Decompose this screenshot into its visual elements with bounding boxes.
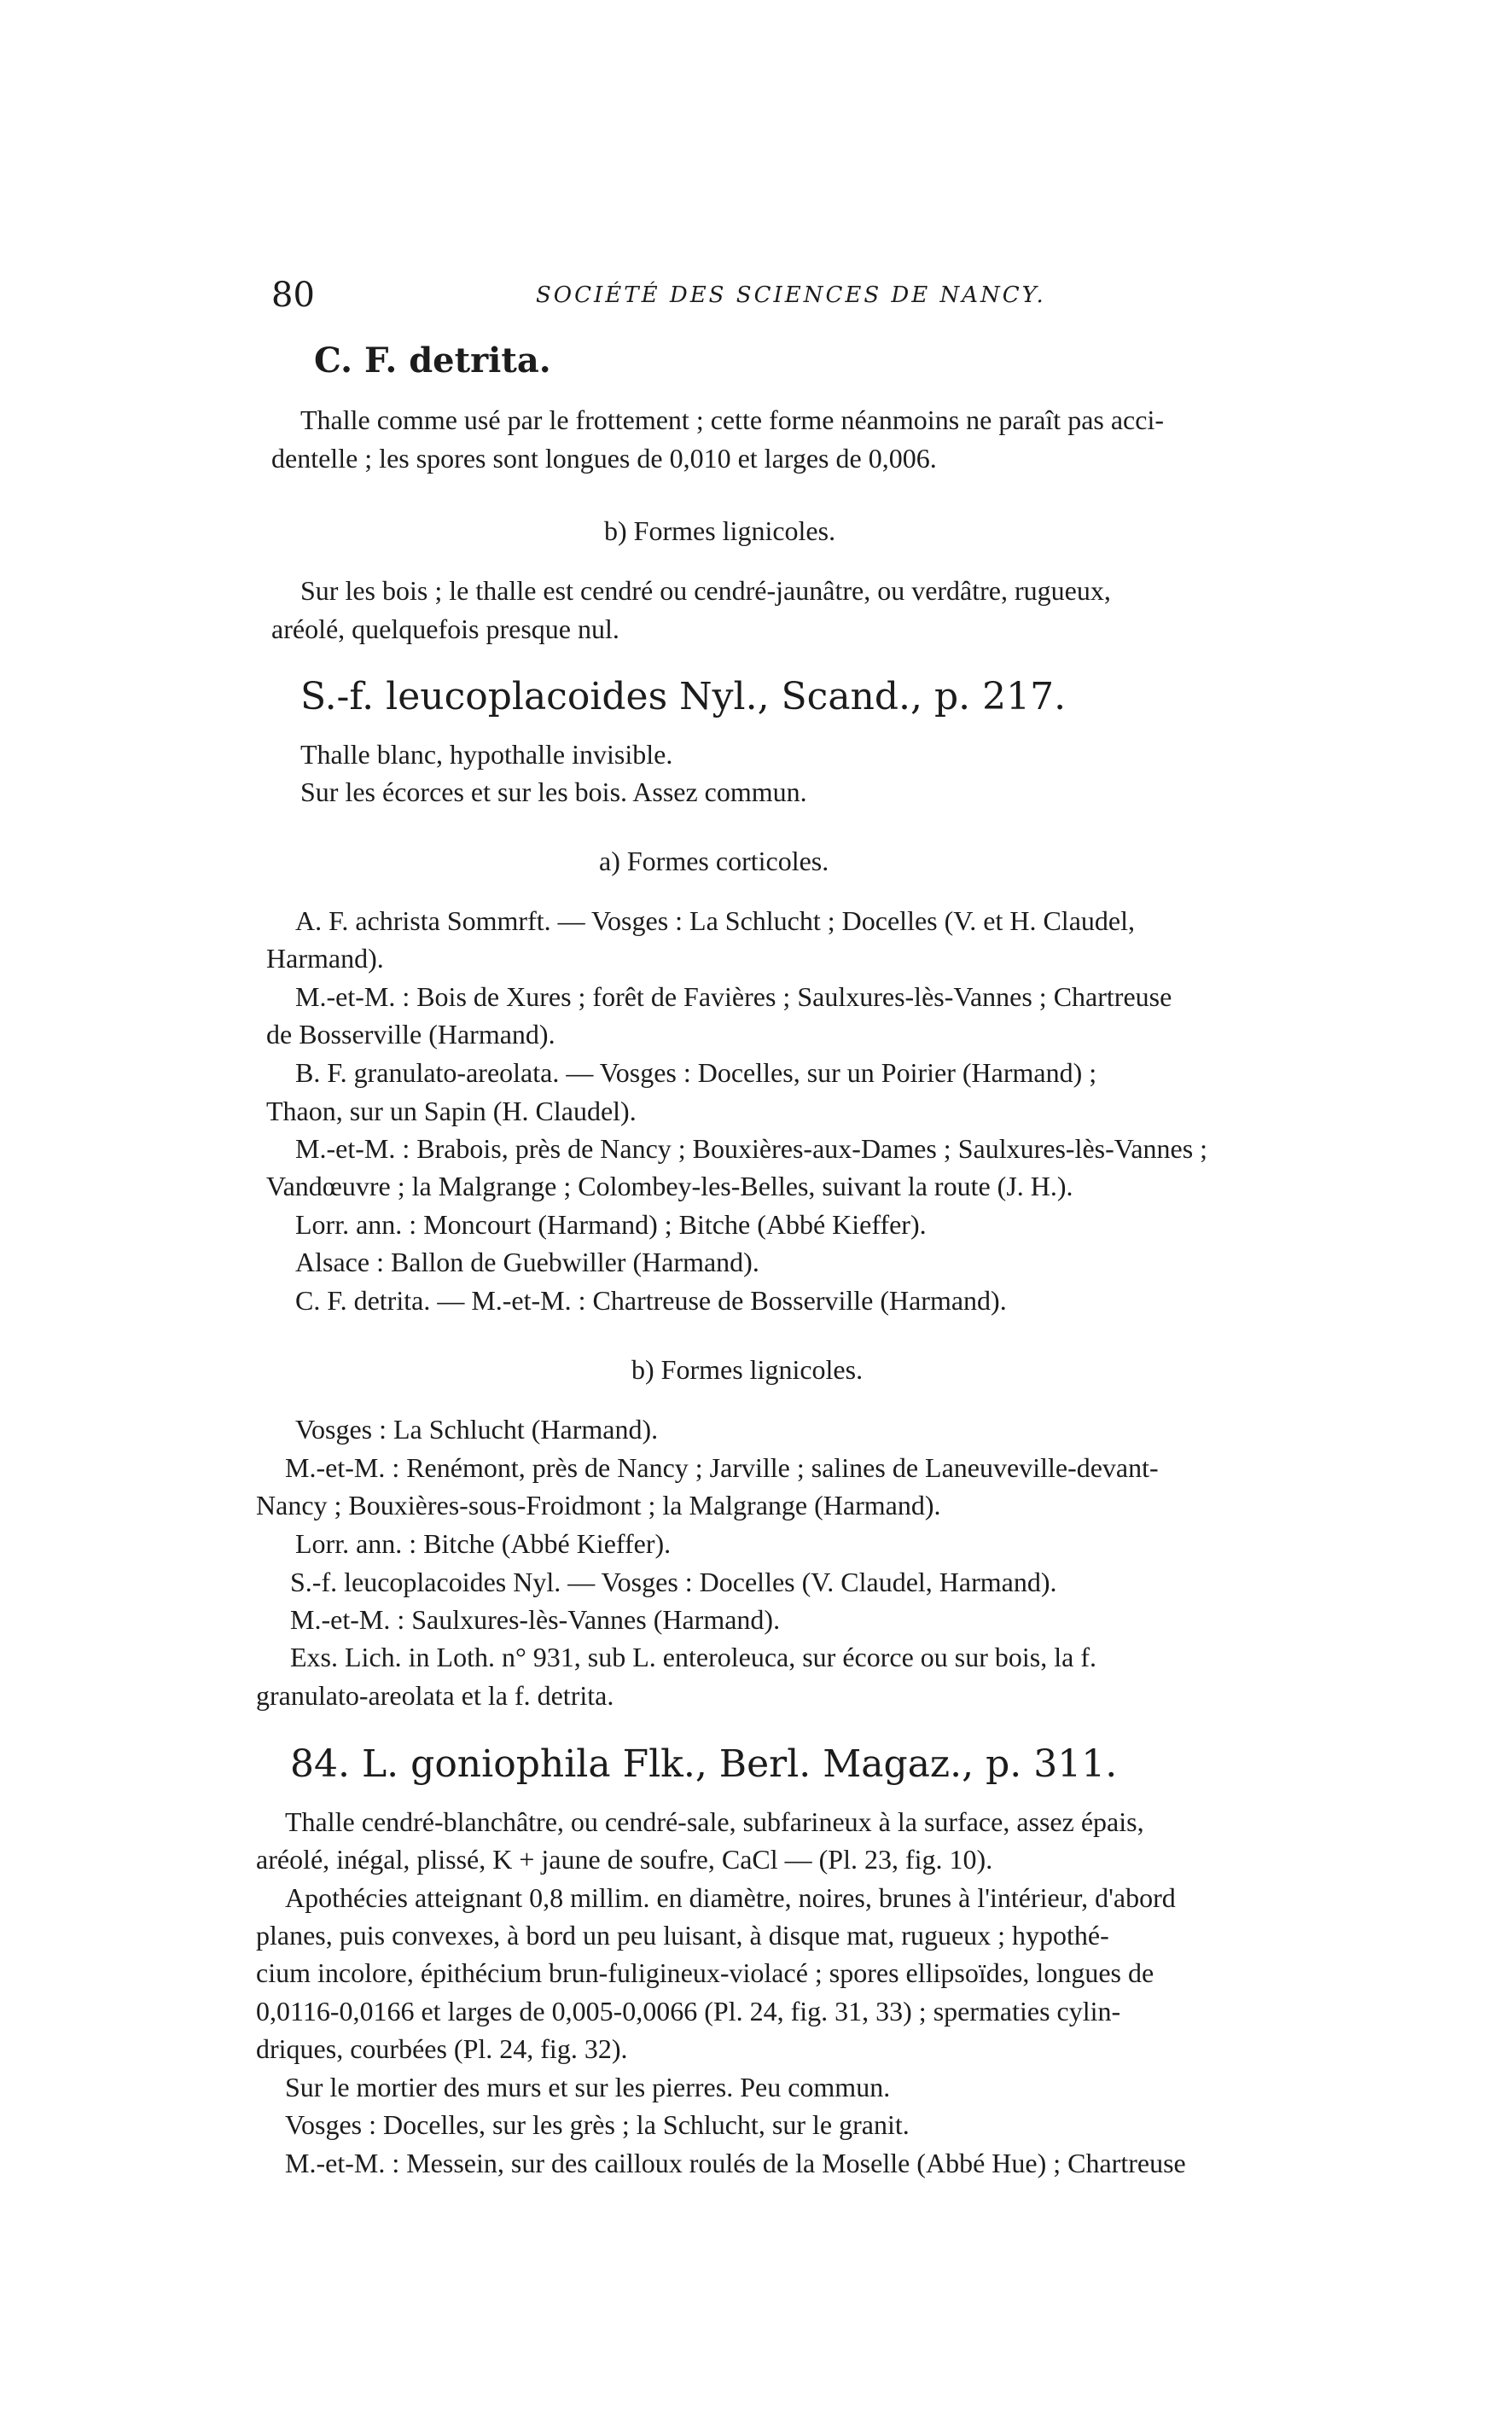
text-line: Sur les écorces et sur les bois. Assez commun.	[300, 776, 807, 807]
species-heading: 84. L. goniophila Flk., Berl. Magaz., p. 311.	[290, 1742, 1118, 1786]
text-line: M.-et-M. : Saulxures-lès-Vannes (Harmand).	[290, 1604, 781, 1635]
subsection-heading: b) Formes lignicoles.	[631, 1354, 864, 1385]
text-line: Vosges : Docelles, sur les grès ; la Schlucht, sur le granit.	[285, 2109, 910, 2140]
text-line: aréolé, quelquefois presque nul.	[271, 613, 619, 644]
text-line: Sur le mortier des murs et sur les pierres. Peu commun.	[285, 2072, 891, 2102]
text-line: C. F. detrita. — M.-et-M. : Chartreuse de Bosserville (Harmand).	[295, 1285, 1007, 1316]
text-line: Sur les bois ; le thalle est cendré ou cendré-jaunâtre, ou verdâtre, rugueux,	[300, 575, 1111, 606]
text-line: B. F. granulato-areolata. — Vosges : Docelles, sur un Poirier (Harmand) ;	[295, 1057, 1097, 1088]
text-line: A. F. achrista Sommrft. — Vosges : La Schlucht ; Docelles (V. et H. Claudel,	[295, 905, 1135, 936]
text-line: Lorr. ann. : Moncourt (Harmand) ; Bitche (Abbé Kieffer).	[295, 1209, 927, 1240]
text-line: Exs. Lich. in Loth. n° 931, sub L. enteroleuca, sur écorce ou sur bois, la f.	[290, 1642, 1096, 1672]
subsection-heading: a) Formes corticoles.	[599, 846, 829, 876]
text-line: Alsace : Ballon de Guebwiller (Harmand).	[295, 1247, 759, 1277]
text-line: Vandœuvre ; la Malgrange ; Colombey-les-Belles, suivant la route (J. H.).	[266, 1171, 1073, 1201]
running-head: SOCIÉTÉ DES SCIENCES DE NANCY.	[536, 282, 1046, 308]
text-line: M.-et-M. : Renémont, près de Nancy ; Jarville ; salines de Laneuveville-devant-	[285, 1452, 1159, 1483]
text-line: cium incolore, épithécium brun-fuligineux-violacé ; spores ellipsoïdes, longues de	[256, 1957, 1154, 1988]
text-line: Thalle blanc, hypothalle invisible.	[300, 739, 673, 770]
text-line: Lorr. ann. : Bitche (Abbé Kieffer).	[295, 1528, 672, 1559]
text-line: Vosges : La Schlucht (Harmand).	[295, 1414, 659, 1445]
subsection-heading: b) Formes lignicoles.	[604, 515, 836, 546]
page-header	[271, 276, 1261, 318]
text-line: M.-et-M. : Messein, sur des cailloux roulés de la Moselle (Abbé Hue) ; Chartreuse	[285, 2148, 1186, 2178]
text-line: Harmand).	[266, 943, 384, 974]
text-line: planes, puis convexes, à bord un peu luisant, à disque mat, rugueux ; hypothé-	[256, 1920, 1109, 1951]
text-line: M.-et-M. : Bois de Xures ; forêt de Favières ; Saulxures-lès-Vannes ; Chartreuse	[295, 981, 1172, 1012]
text-line: Nancy ; Bouxières-sous-Froidmont ; la Malgrange (Harmand).	[256, 1490, 941, 1521]
text-line: Thalle cendré-blanchâtre, ou cendré-sale, subfarineux à la surface, assez épais,	[285, 1806, 1144, 1837]
taxon-heading: S.-f. leucoplacoides Nyl., Scand., p. 217.	[300, 675, 1067, 718]
text-line: Thaon, sur un Sapin (H. Claudel).	[266, 1096, 637, 1126]
text-line: aréolé, inégal, plissé, K + jaune de soufre, CaCl — (Pl. 23, fig. 10).	[256, 1844, 993, 1875]
text-line: granulato-areolata et la f. detrita.	[256, 1680, 614, 1711]
text-line: dentelle ; les spores sont longues de 0,010 et larges de 0,006.	[271, 443, 937, 474]
page-number: 80	[271, 276, 315, 315]
text-line: Thalle comme usé par le frottement ; cette forme néanmoins ne paraît pas acci-	[300, 404, 1164, 435]
text-line: driques, courbées (Pl. 24, fig. 32).	[256, 2033, 628, 2064]
text-line: Apothécies atteignant 0,8 millim. en diamètre, noires, brunes à l'intérieur, d'abord	[285, 1882, 1176, 1913]
text-line: de Bosserville (Harmand).	[266, 1019, 555, 1050]
text-line: S.-f. leucoplacoides Nyl. — Vosges : Docelles (V. Claudel, Harmand).	[290, 1567, 1057, 1597]
text-line: 0,0116-0,0166 et larges de 0,005-0,0066 (Pl. 24, fig. 31, 33) ; spermaties cylin-	[256, 1996, 1121, 2026]
section-heading: C. F. detrita.	[314, 340, 551, 381]
text-line: M.-et-M. : Brabois, près de Nancy ; Bouxières-aux-Dames ; Saulxures-lès-Vannes ;	[295, 1133, 1208, 1164]
